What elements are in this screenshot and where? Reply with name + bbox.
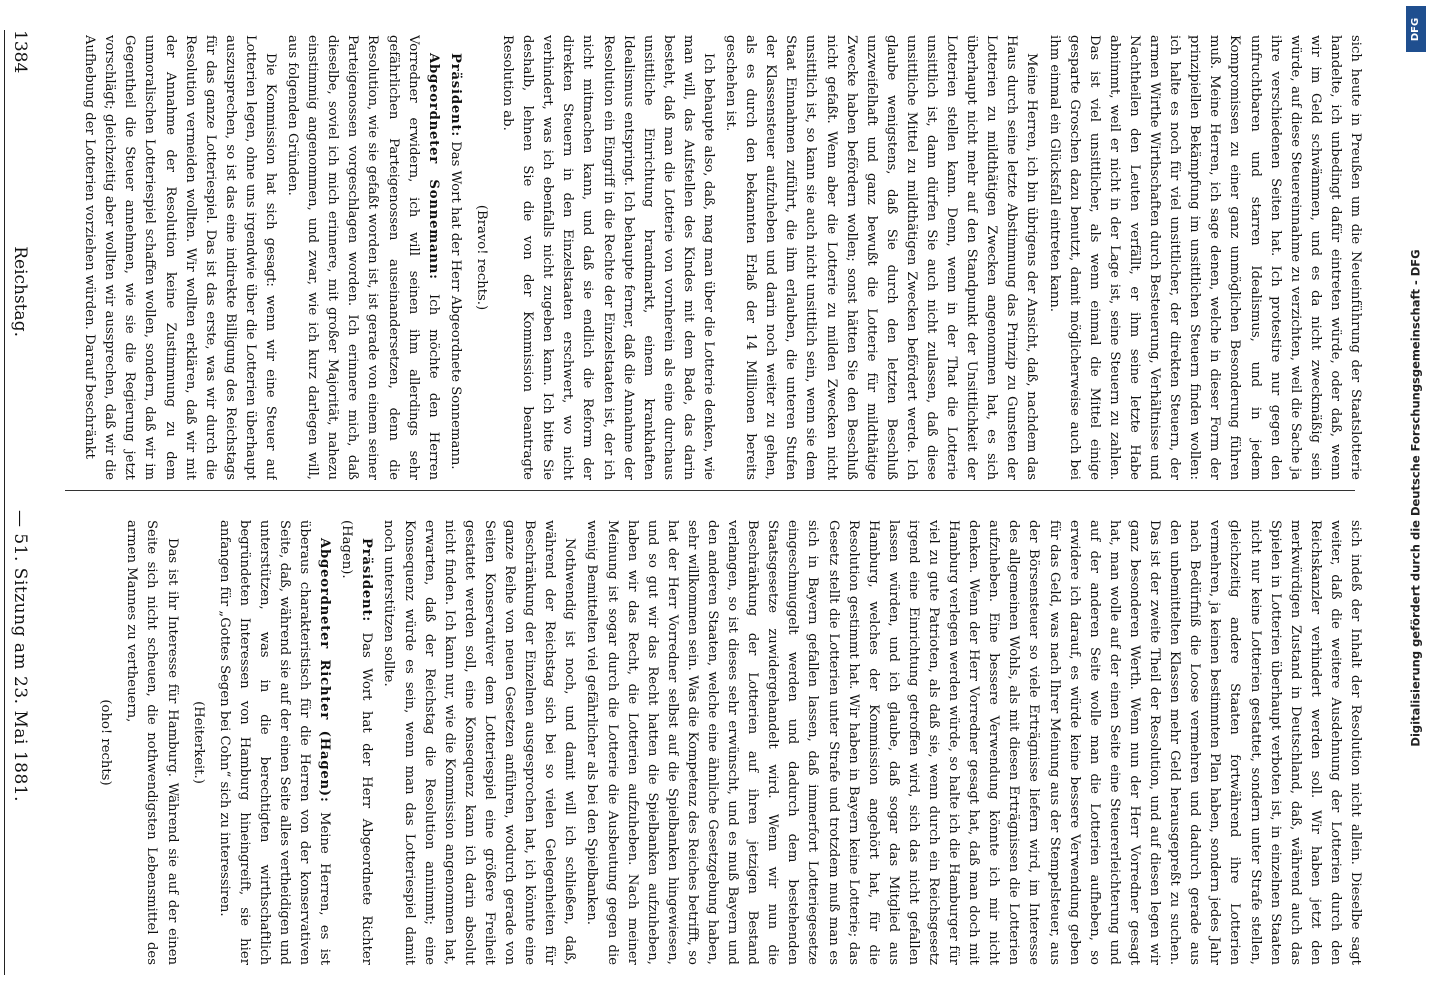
dfg-logo-text: DFG	[1410, 17, 1422, 41]
left-paragraph-3: Ich behaupte also, daß, mag man über die Lotterie denken, wie man will, das Aufstellen des Kindes mit dem Bade, das darin besteht, daß man die Lotterie von vornherein als eine durchaus unsittliche Einrichtung brandmarkt, einem krankhaften Idealismus entspringt. Ich behaupte ferner, daß die Annahme der Resolution ein Eingriff in die Rechte der Einzelstaaten ist, der ich nicht mitmachen kann, und daß sie endlich die Reform der direkten Steuern in den Einzelstaaten erschwert, wo nicht verhindert, was ich ebenfalls nicht zugeben kann. Ich bitte Sie deshalb, lehnen Sie die von der Kommission beantragte Resolution ab.	[500, 35, 716, 480]
page-number: 1384	[10, 30, 30, 74]
left-column	[55, 35, 1365, 480]
president-text: Das Wort hat der Herr Abgeordnete Sonnemann.	[447, 141, 463, 470]
left-paragraph-2: Meine Herren, ich bin übrigens der Ansicht, daß, nachdem das Haus durch seine letzte Abstimmung das Prinzip zu Gunsten der Lotterien zu mildthätigen Zwecken angenommen hat, es sich überhaupt nicht mehr auf den Standpunkt der Unsittlichkeit der Lotterien stellen kann. Denn, wenn in der That die Lotterie unsittlich ist, dann dürfen Sie auch nicht zulassen, daß diese unsittliche Mittel zu mildthätigen Zwecken befördert werde. Ich glaube wenigstens, daß Sie durch den letzten Beschluß unzweifelhaft und ganz bewußt die Lotterie für mildthätige Zwecke haben befördern wollen; sonst hätten Sie den Beschluß nicht gefaßt. Wenn aber die Lotterie zu milden Zwecken nicht unsittlich ist, so kann sie auch nicht unsittlich sein, wenn sie dem Staat Einnahmen zuführt, die ihm erlauben, die unteren Stufen der Klassensteuer aufzuheben und darin noch weiter zu gehen, als es durch den bekannten Erlaß der 14 Millionen bereits geschehen ist.	[723, 35, 1040, 480]
president-text-2: Das Wort hat der Herr Abgeordnete Richter (Hagen).	[339, 520, 375, 965]
applause-note: (Bravo! rechts.)	[473, 204, 489, 311]
right-paragraph-4: Das ist ihr Interesse für Hamburg. Während sie auf der einen Seite sich nicht scheuen, die nothwendigsten Lebensmittel des armen Mannes zu vertheuern,	[124, 520, 180, 965]
interjection-note: (oho! rechts)	[98, 699, 114, 786]
header-title-center: — 51. Sitzung am 23. Mai 1881.	[10, 509, 30, 802]
president-statement	[445, 35, 465, 480]
speaker-label-2: Abgeordneter Richter (Hagen):	[317, 538, 333, 803]
left-paragraph-5: Die Kommission hat sich gesagt: wenn wir eine Steuer auf Lotterien legen, ohne uns irgendwie über die Lotterien überhaupt auszusprechen, so ist das eine indirekte Billigung des Reichstags für das ganze Lotteriespiel. Das ist das erste, was wir durch die Resolution vermeiden wollten. Wir wollten erklären, daß wir mit der Annahme der Resolution keine Zustimmung zu dem unmoralischen Lotteriespiel schaffen wollen, sondern, daß wir im Gegentheil die Steuer annehmen, wie sie die Regierung jetzt vorschlägt; gleichzeitig aber wollten wir aussprechen, daß wir die Aufhebung der Lotterien vorziehen würden. Darauf beschränkt	[82, 35, 279, 480]
right-paragraph-1: sich indeß der Inhalt der Resolution nicht allein. Dieselbe sagt weiter, daß die weitere Ausdehnung der Lotterien durch den Reichskanzler verhindert werden soll. Wir haben jetzt den merkwürdigen Zustand in Deutschland, daß, während auch das Spielen in Lotterien überhaupt verboten ist, in einzelnen Staaten nicht nur keine Lotterien gestattet, sondern unter Strafe stellen, gleichzeitig andere Staaten fortwährend ihre Lotterien vermehren, ja keinen bestimmten Plan haben, sondern jedes Jahr nach Bedürfniß die Loose vermehren und dadurch gerade aus den unbemittelten Klassen mehr Geld herausgepreßt zu suchen. Das ist der zweite Theil der Resolution, und auf diesen legen wir ganz besonderen Werth. Wenn nun der Herr Vorredner gesagt hat, man wolle auf der einen Seite eine Steuererleichterung und auf der anderen Seite wolle man die Lotterien aufheben, so erwidere ich darauf, es würde keine bessere Verwendung geben für das Geld, was nach Ihrer Meinung aus der Stempelsteuer, aus der Börsensteuer so viele Erträgnisse liefern wird, im Interesse des allgemeinen Wohls, als mit diesen Erträgnissen die Lotterien aufzuheben. Eine bessere Verwendung könnte ich mir nicht denken. Wenn der Herr Vorredner gesagt hat, daß man doch mit Hamburg verlegen werden würde, so halte ich die Hamburger für viel zu gute Patrioten, als daß sie, wenn durch ein Reichsgesetz irgend eine Einrichtung getroffen wird, sich das nicht gefallen lassen würden, und ich glaube, daß sogar das Mitglied aus Hamburg, welches der Kommission angehört hat, für die Resolution gestimmt hat. Wir haben in Bayern keine Lotterie; das Gesetz stellt die Lotterien unter Strafe und trotzdem muß man es sich in Bayern gefallen lassen, daß immerfort Lotteriegesetze eingeschmuggelt werden und dadurch dem bestehenden Staatsgesetze zuwidergehandelt wird. Wenn wir nun die Beschränkung der Lotterien auf ihren jetzigen Bestand verlangen, so ist dieses sehr erwünscht, und es muß Bayern und den anderen Staaten, welche eine ähnliche Gesetzgebung haben, sehr willkommen sein. Was die Kompetenz des Reiches betrifft, so hat der Herr Vorredner selbst auf die Spielbanken hingewiesen, und so gut wir das Recht hatten die Spielbanken aufzuheben, haben wir das Recht, die Lotterien aufzuheben. Nach meiner Meinung ist sogar durch die Lotterie die Ausbeutung gegen die wenig Bemittelten viel gefährlicher als bei den Spielbanken.	[584, 520, 1363, 965]
president-label-2: Präsident:	[359, 538, 375, 623]
speaker-paragraph	[282, 35, 443, 480]
president-label: Präsident:	[447, 53, 463, 138]
right-column	[55, 520, 1365, 965]
speaker-label: Abgeordneter Sonnemann:	[425, 53, 441, 280]
digitization-note-text: Digitalisierung gefördert durch die Deutsche Forschungsgemeinschaft - DFG	[1409, 249, 1423, 747]
speaker-text: Ich möchte den Herren Vorredner erwidern, ich will seinen ihm allerdings sehr gefährlichen Parteigenossen auseinandersetzen, denn die Resolution, wie sie gefaßt worden ist, ist gerade von einem seiner Parteigenossen vorgeschlagen worden. Ich erinnere mich, daß dieselbe, soviel ich mich erinnere, mit großer Majorität, nahezu einstimmig angenommen, und zwar, wie ich kurz darlegen will, aus folgenden Gründen.	[285, 35, 441, 480]
header-title-left: Reichstag.	[10, 246, 30, 337]
laughter-note: (Heiterkeit.)	[190, 701, 206, 784]
speaker-paragraph-2	[214, 520, 335, 965]
page-header	[4, 30, 35, 975]
speaker-text-2: Meine Herren, es ist überaus charakteristisch für die Herren von der konservativen Seite, daß, während sie auf der einen Seite alles vertheidigen und unterstützen, was in die berechtigten wirthschaftlich begründeten Interessen von Hamburg hineingreift, sie hier anfangen für „Gottes Segen bei Cohn“ sich zu interessiren.	[216, 520, 333, 965]
column-divider	[65, 490, 1355, 491]
left-paragraph-1: sich heute in Preußen um die Neueinführung der Staatslotterie handelte, ich unbedingt dafür eintreten würde, oder daß, wenn wir im Geld schwämmen, und es da nicht zweckmäßig sein würde, auf diese Steuereinnahme zu verzichten, weil die Sache ja ihre verschiedenen Seiten hat. Ich protestire nur gegen den unfruchtbaren und starren Idealismus, und in jedem Kompromissen zu einer ganz unmöglichen Besonderung führen muß. Meine Herren, ich sage denen, welche in dieser Form der prinzipiellen Bekämpfung im unsittlichen Steuern finden wollen: ich halte es noch für viel unsittlicher, der direkten Steuern, der armen Wirthe Wirthschaften durch Besteuerung, Verhältnisse und Nachtheilen den Leuten verfällt, er ihm seine letzte Habe abnimmt, weil er nicht in der Lage ist, seine Steuern zu zahlen. Das ist viel unsittlicher, als wenn einmal die Mittel einige gesparte Groschen dazu benutzt, damit möglicherweise auch bei ihm einmal ein Glücksfall eintreten kann.	[1046, 35, 1363, 480]
president-statement-2	[336, 520, 376, 965]
digitization-note	[1406, 8, 1426, 988]
right-paragraph-2: Nothwendig ist noch, und damit will ich schließen, daß, während der Reichstag sich bei so vielen Gelegenheiten für Beschränkung der Einzelnen ausgesprochen hat, ich könnte eine ganze Reihe von neuen Gesetzen anführen, wodurch gerade von Seiten Konservativer dem Lotteriespiel eine größere Freiheit gestattet werden soll, eine Konsequenz kann ich darin absolut nicht finden. Ich kann nur, wie die Kommission angenommen hat, erwarten, daß der Reichstag die Resolution annimmt; eine Konsequenz würde es sein, wenn man das Lotteriespiel damit noch unterstützen sollte.	[381, 520, 578, 965]
